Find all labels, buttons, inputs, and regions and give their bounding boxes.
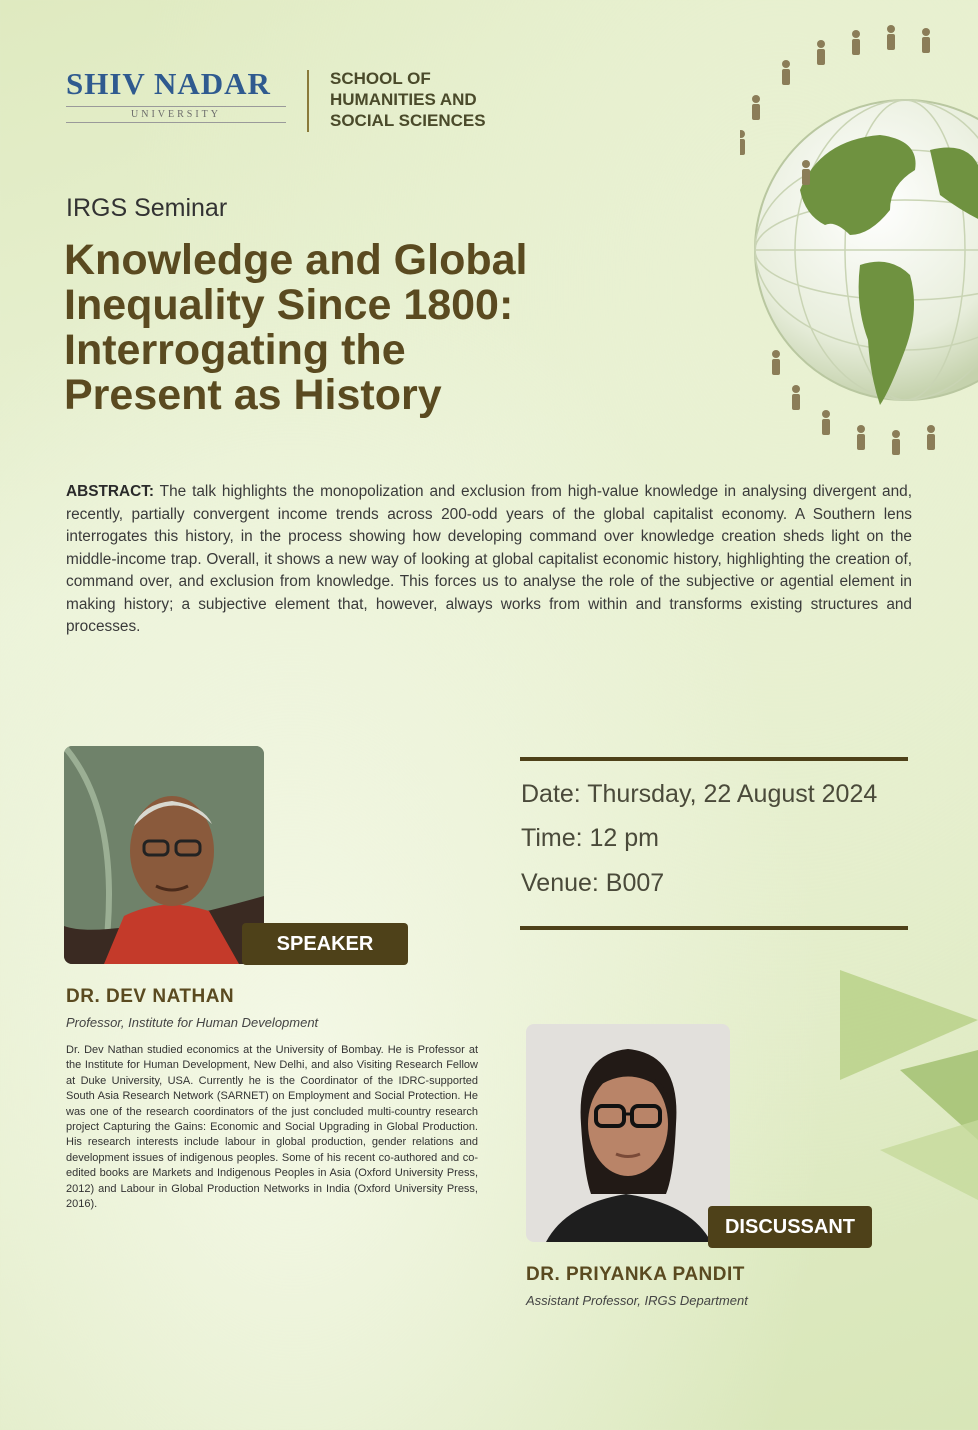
speaker-photo [64, 746, 264, 964]
decorative-triangles [800, 960, 978, 1200]
speaker-name: DR. DEV NATHAN [66, 986, 235, 1007]
speaker-badge: SPEAKER [242, 923, 408, 965]
details-bottom-rule [520, 926, 908, 930]
seminar-title: Knowledge and Global Inequality Since 1800: Interrogating the Present as History [64, 236, 528, 419]
discussant-badge: DISCUSSANT [708, 1206, 872, 1248]
abstract-text: The talk highlights the monopolization and exclusion from high-value knowledge in analysing divergent and, recently, partially convergent income trends across 200-odd years of the global capitalist economy. A Southern lens interrogates this history, in the process showing how developing command over knowledge creation sheds light on the middle-income trap. Overall, it shows a new way of looking at global capitalist economic history, highlighting the creation of, command over, and exclusion from knowledge. This forces us to analyse the role of the subjective or agential element in making history; a subjective element that, however, always works from within and transforms existing structures and processes. [66, 483, 912, 635]
abstract [66, 481, 912, 639]
details-top-rule [520, 757, 908, 761]
event-time: Time: 12 pm [521, 824, 660, 852]
globe-with-people-illustration [740, 20, 978, 460]
speaker-bio: Dr. Dev Nathan studied economics at the University of Bombay. He is Professor at the Institute for Human Development, New Delhi, and also Visiting Research Fellow at Duke University, USA. Currently he is the Coordinator of the IDRC-supported South Asia Research Network (SARNET) on Employment and Social Protection. He was one of the research coordinators of the just concluded multi-country research project Capturing the Gains: Economic and Social Upgrading in Global Production. His research interests include labour in global production, gender relations and development issues of indigenous peoples. Some of his recent co-authored and co-edited books are Markets and Indigenous Peoples in Asia (Oxford University Press, 2012) and Labour in Global Production Networks in India (Oxford University Press, 2016). [66, 1044, 478, 1211]
abstract-label: ABSTRACT: [66, 483, 155, 500]
seminar-series: IRGS Seminar [66, 194, 228, 222]
discussant-role: Assistant Professor, IRGS Department [526, 1293, 748, 1308]
logo-divider [307, 70, 309, 132]
discussant-photo [526, 1024, 730, 1242]
school-name: SCHOOL OF HUMANITIES AND SOCIAL SCIENCES [330, 69, 486, 130]
event-date: Date: Thursday, 22 August 2024 [521, 780, 878, 808]
university-logo-sub: UNIVERSITY [66, 106, 286, 123]
event-venue: Venue: B007 [521, 869, 665, 897]
speaker-role: Professor, Institute for Human Development [66, 1015, 319, 1030]
discussant-name: DR. PRIYANKA PANDIT [526, 1264, 745, 1285]
university-logo-name: SHIV NADAR [66, 66, 271, 101]
